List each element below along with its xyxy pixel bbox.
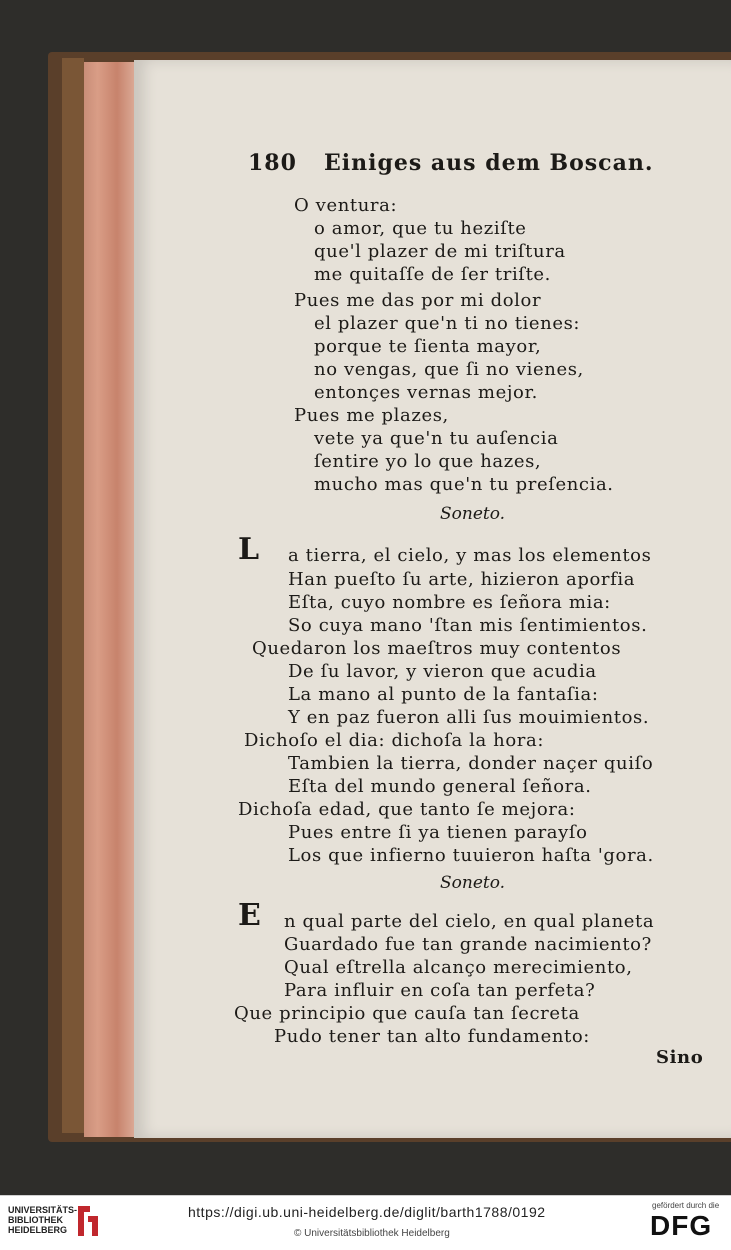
sonnet1-line: So cuya mano 'ſtan mis ſentimientos. bbox=[288, 615, 648, 636]
sonnet1-line: Dichoſo el dia: dichoſa la hora: bbox=[244, 730, 544, 751]
sonnet1-line: Y en paz fueron alli ſus mouimientos. bbox=[288, 707, 650, 728]
footer-bar bbox=[0, 1195, 731, 1250]
sonnet1-line: Dichoſa edad, que tanto ſe mejora: bbox=[238, 799, 576, 820]
sonnet1-line: Tambien la tierra, donder naçer quiſo bbox=[288, 753, 654, 774]
sonnet-1-first-line: a tierra, el cielo, y mas los elementos bbox=[288, 545, 652, 566]
digital-copy-link[interactable]: https://digi.ub.uni-heidelberg.de/diglit/barth1788/0192 bbox=[188, 1204, 546, 1220]
poem1-line: que'l plazer de mi triſtura bbox=[314, 241, 566, 262]
poem1-line: O ventura: bbox=[294, 195, 398, 216]
sonnet2-line: Que principio que cauſa tan ſecreta bbox=[234, 1003, 580, 1024]
library-name: UNIVERSITÄTS- BIBLIOTHEK HEIDELBERG bbox=[8, 1205, 78, 1235]
sonnet2-line: Qual eſtrella alcanço merecimiento, bbox=[284, 957, 633, 978]
sonnet1-line: La mano al punto de la fantaſia: bbox=[288, 684, 599, 705]
page-edges bbox=[84, 62, 139, 1137]
sonnet1-line: Quedaron los maeſtros muy contentos bbox=[252, 638, 622, 659]
poem1-line: porque te ſienta mayor, bbox=[314, 336, 542, 357]
sonnet-2-title: Soneto. bbox=[440, 873, 506, 893]
dfg-logo: DFG bbox=[650, 1210, 713, 1241]
poem1-line: o amor, que tu heziſte bbox=[314, 218, 527, 239]
poem1-line: vete ya que'n tu auſencia bbox=[314, 428, 559, 449]
catchword: Sino bbox=[656, 1047, 704, 1068]
sonnet1-line: Los que infierno tuuieron haſta 'gora. bbox=[288, 845, 654, 866]
page-number: 180 bbox=[248, 150, 297, 176]
sonnet-1-initial: L bbox=[238, 532, 260, 567]
sonnet1-line: Eſta, cuyo nombre es ſeñora mia: bbox=[288, 592, 611, 613]
sonnet1-line: Eſta del mundo general ſeñora. bbox=[288, 776, 592, 797]
book-spine-shadow bbox=[62, 58, 84, 1133]
sonnet2-line: Pudo tener tan alto fundamento: bbox=[274, 1026, 590, 1047]
poem1-line: ſentire yo lo que hazes, bbox=[314, 451, 542, 472]
bleed-through-text bbox=[654, 180, 731, 1080]
sonnet-2-initial: E bbox=[238, 898, 261, 933]
sonnet-2-first-line: n qual parte del cielo, en qual planeta bbox=[284, 911, 655, 932]
funding-label: gefördert durch die bbox=[652, 1201, 720, 1210]
poem1-line: no vengas, que ſi no vienes, bbox=[314, 359, 584, 380]
sonnet-1-title: Soneto. bbox=[440, 504, 506, 524]
sonnet1-line: Han pueſto ſu arte, hizieron aporfia bbox=[288, 569, 636, 590]
poem1-line: mucho mas que'n tu preſencia. bbox=[314, 474, 614, 495]
poem1-line: el plazer que'n ti no tienes: bbox=[314, 313, 581, 334]
poem1-line: Pues me das por mi dolor bbox=[294, 290, 542, 311]
poem1-line: me quitaſſe de ſer triſte. bbox=[314, 264, 551, 285]
sonnet2-line: Guardado fue tan grande nacimiento? bbox=[284, 934, 652, 955]
library-logo-icon bbox=[76, 1204, 100, 1238]
sonnet1-line: De ſu lavor, y vieron que acudia bbox=[288, 661, 597, 682]
poem1-line: Pues me plazes, bbox=[294, 405, 449, 426]
sonnet2-line: Para influir en coſa tan perfeta? bbox=[284, 980, 596, 1001]
book-page bbox=[134, 60, 731, 1138]
poem1-line: entonçes vernas mejor. bbox=[314, 382, 538, 403]
copyright-text: © Universitätsbibliothek Heidelberg bbox=[294, 1228, 450, 1239]
running-title: Einiges aus dem Boscan. bbox=[324, 150, 654, 176]
sonnet1-line: Pues entre ſi ya tienen parayſo bbox=[288, 822, 588, 843]
